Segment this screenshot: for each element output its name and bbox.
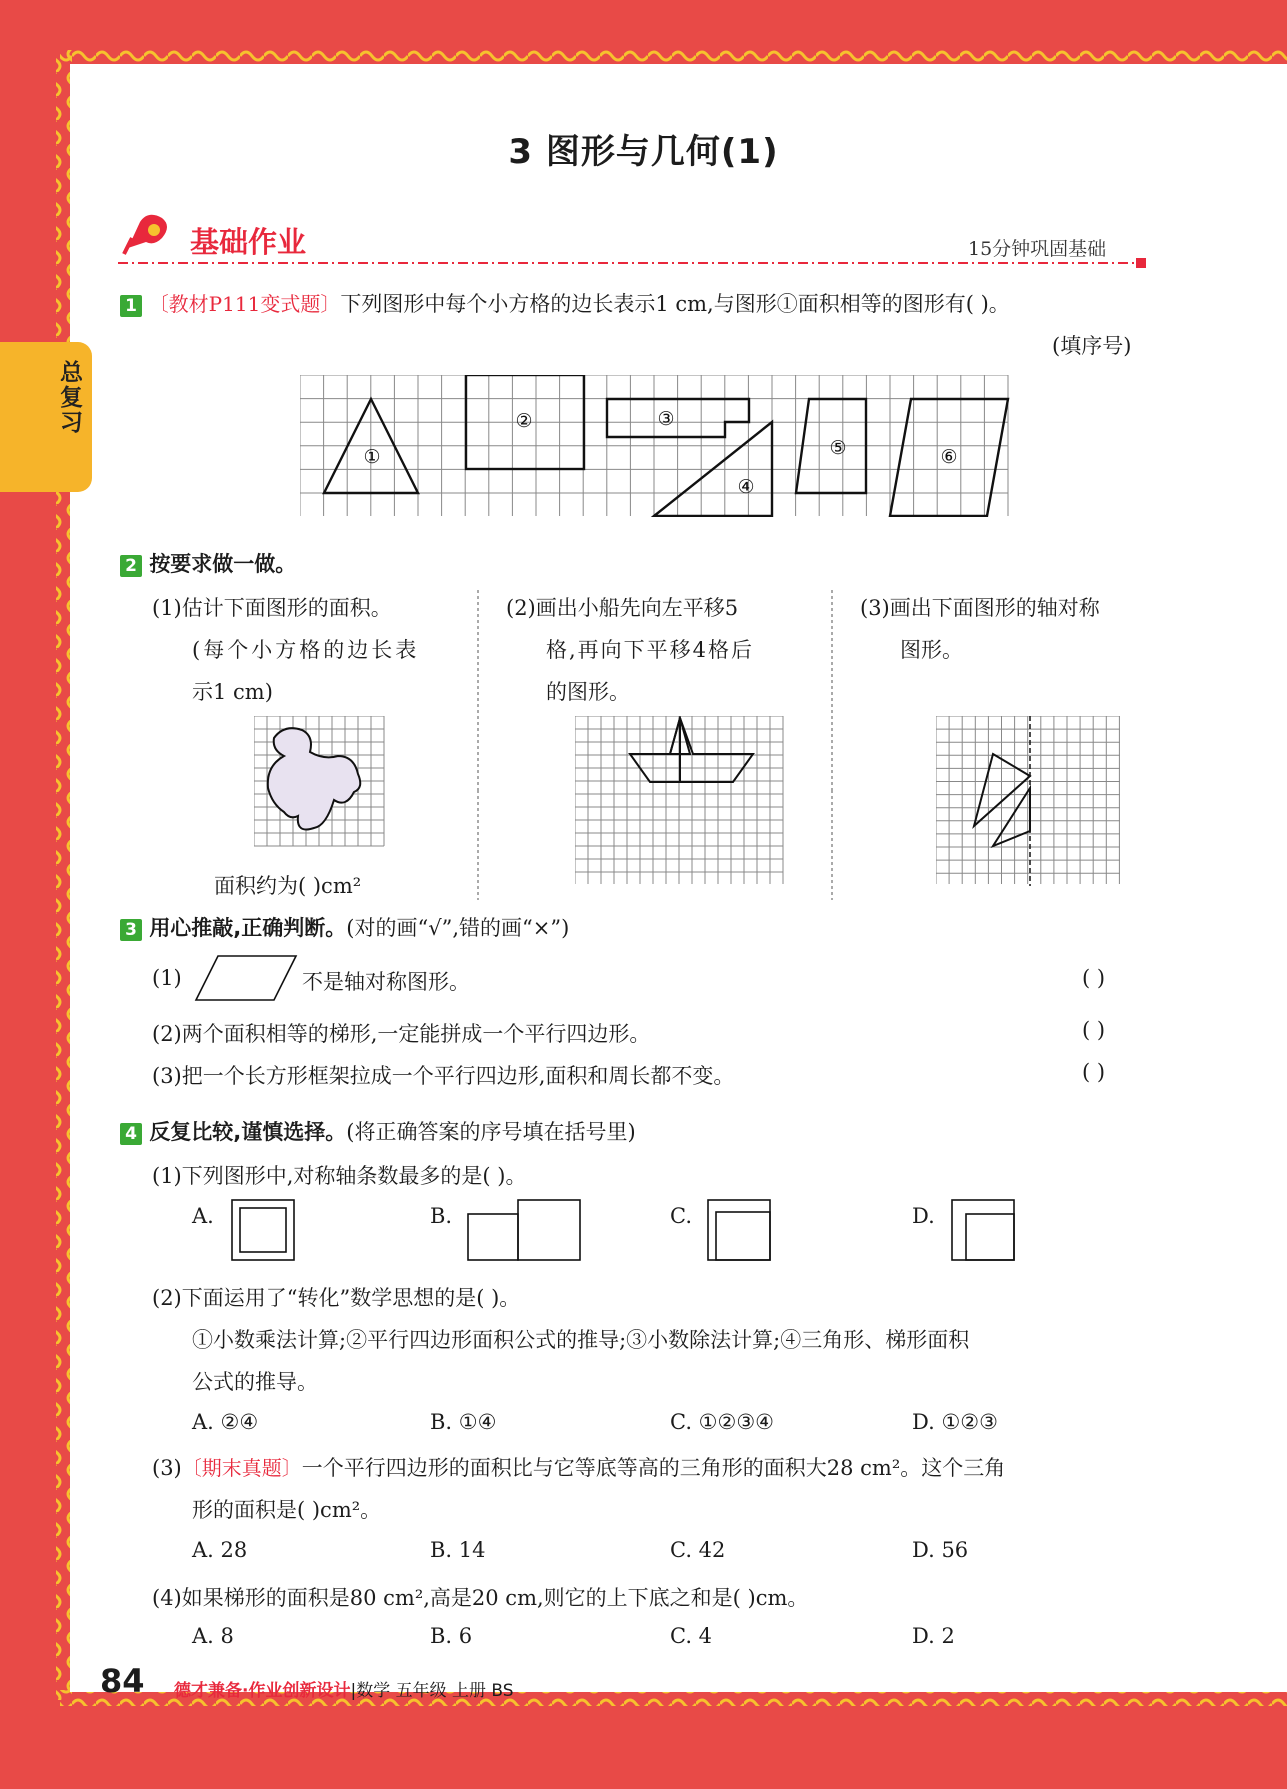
q4-s1-option-c[interactable]: C.: [670, 1204, 692, 1228]
q3-item2-blank[interactable]: ( ): [1082, 1018, 1106, 1042]
q4-s3-text2: 形的面积是( )cm²。: [192, 1498, 382, 1522]
shape-label-2: ②: [515, 410, 533, 432]
lamp-icon: [118, 208, 182, 260]
q2-mirror-grid: [936, 716, 1122, 886]
q4-s2-text: (2)下面运用了“转化”数学思想的是( )。: [152, 1286, 521, 1310]
section-heading: 基础作业: [190, 225, 307, 259]
q3-item3-text: (3)把一个长方形框架拉成一个平行四边形,面积和周长都不变。: [152, 1064, 735, 1088]
q1-number: 1: [120, 295, 142, 317]
q4-s3-option-a[interactable]: A. 28: [192, 1538, 248, 1562]
half-figure-lower: [993, 788, 1030, 846]
option-c-figure: [706, 1198, 774, 1262]
q2-p2-line2: 格,再向下平移4格后: [546, 638, 755, 662]
q4-hint: (将正确答案的序号填在括号里): [346, 1120, 636, 1144]
q4-title: 反复比较,谨慎选择。: [149, 1120, 347, 1144]
q4-s1-option-a[interactable]: A.: [192, 1204, 214, 1228]
q2-boat-grid: [575, 716, 785, 886]
q3-item1-pre: (1): [152, 966, 182, 990]
footer-info: |数学 五年级 上册 BS: [350, 1681, 514, 1701]
section-divider: [118, 257, 1158, 269]
option-b-figure: [466, 1198, 584, 1262]
q4-s3-option-d[interactable]: D. 56: [912, 1538, 969, 1562]
shape-label-6: ⑥: [940, 446, 958, 468]
side-tab-label: 总复习: [56, 360, 82, 435]
section-subheading: 15分钟巩固基础: [968, 238, 1107, 260]
q1-grid-figure: [300, 375, 1012, 517]
q1-text: 下列图形中每个小方格的边长表示1 cm,与图形①面积相等的图形有( )。: [340, 292, 1010, 316]
side-tab: [0, 342, 92, 492]
q3-line: [120, 912, 569, 942]
q2-blob-grid: [254, 716, 386, 848]
q4-s4-text: (4)如果梯形的面积是80 cm²,高是20 cm,则它的上下底之和是( )cm。: [152, 1586, 809, 1610]
q2-p3-line1: (3)画出下面图形的轴对称: [860, 596, 1100, 620]
q4-s1-text: (1)下列图形中,对称轴条数最多的是( )。: [152, 1164, 527, 1188]
page-number: 84: [100, 1662, 145, 1700]
q2-number: 2: [120, 555, 142, 577]
page-title: 3 图形与几何(1): [508, 132, 779, 172]
q4-s3-line: [152, 1452, 1005, 1482]
q4-s3-pre: (3): [152, 1456, 182, 1480]
q4-s2-option-a[interactable]: A. ②④: [192, 1410, 259, 1434]
q4-line: [120, 1116, 636, 1146]
q2-p1-line3: 示1 cm): [192, 680, 273, 704]
q4-s2-option-b[interactable]: B. ①④: [430, 1410, 497, 1434]
q2-p2-line3: 的图形。: [546, 680, 630, 704]
q4-s3-option-c[interactable]: C. 42: [670, 1538, 726, 1562]
shape-label-5: ⑤: [829, 437, 847, 459]
q3-number: 3: [120, 919, 142, 941]
q2-p2-line1: (2)画出小船先向左平移5: [506, 596, 739, 620]
parallelogram-figure: [192, 952, 302, 1004]
q3-item1-blank[interactable]: ( ): [1082, 966, 1106, 990]
q4-s2-detail1: ①小数乘法计算;②平行四边形面积公式的推导;③小数除法计算;④三角形、梯形面积: [192, 1328, 970, 1352]
q1-line: [120, 288, 1010, 318]
q4-s4-option-b[interactable]: B. 6: [430, 1624, 473, 1648]
q4-s3-source: 〔期末真题〕: [181, 1456, 302, 1480]
q4-number: 4: [120, 1123, 142, 1145]
q4-s3-option-b[interactable]: B. 14: [430, 1538, 486, 1562]
q3-title: 用心推敲,正确判断。: [149, 916, 347, 940]
shape-label-4: ④: [737, 476, 755, 498]
q3-item1-text: 不是轴对称图形。: [302, 970, 470, 994]
q2-p3-line2: 图形。: [900, 638, 963, 662]
q2-title: 按要求做一做。: [149, 552, 297, 576]
q3-item2-text: (2)两个面积相等的梯形,一定能拼成一个平行四边形。: [152, 1022, 651, 1046]
q2-line: [120, 548, 296, 578]
shape-label-1: ①: [363, 446, 381, 468]
shape-label-3: ③: [657, 408, 675, 430]
q2-p1-line2: (每个小方格的边长表: [192, 638, 420, 662]
boat-hull: [680, 718, 753, 782]
q4-s4-option-c[interactable]: C. 4: [670, 1624, 713, 1648]
q4-s2-option-c[interactable]: C. ①②③④: [670, 1410, 774, 1434]
q2-p1-answer: 面积约为( )cm²: [214, 874, 362, 898]
footer-brand: 德才兼备·作业创新设计: [174, 1681, 351, 1701]
q4-s4-option-a[interactable]: A. 8: [192, 1624, 234, 1648]
q4-s3-text: 一个平行四边形的面积比与它等底等高的三角形的面积大28 cm²。这个三角: [301, 1456, 1006, 1480]
q3-item3-blank[interactable]: ( ): [1082, 1060, 1106, 1084]
option-a-figure: [230, 1198, 296, 1262]
irregular-shape: [268, 728, 360, 829]
q4-s1-option-d[interactable]: D.: [912, 1204, 935, 1228]
q1-source: 〔教材P111变式题〕: [148, 292, 341, 316]
q4-s2-option-d[interactable]: D. ①②③: [912, 1410, 998, 1434]
q4-s4-option-d[interactable]: D. 2: [912, 1624, 955, 1648]
q4-s2-detail2: 公式的推导。: [192, 1370, 318, 1394]
boat-hull-left: [630, 718, 680, 782]
option-d-figure: [950, 1198, 1018, 1262]
q2-p1-line1: (1)估计下面图形的面积。: [152, 596, 392, 620]
q1-note: (填序号): [1052, 334, 1132, 358]
q4-s1-option-b[interactable]: B.: [430, 1204, 453, 1228]
q3-hint: (对的画“√”,错的画“×”): [346, 916, 570, 940]
footer-text: [174, 1676, 514, 1701]
